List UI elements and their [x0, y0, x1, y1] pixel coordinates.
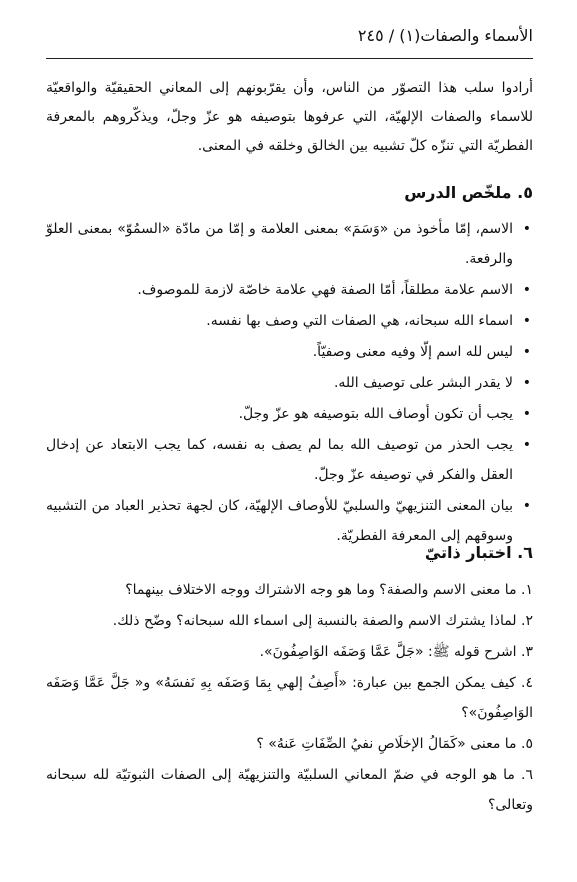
summary-item-text: اسماء الله سبحانه، هي الصفات التي وصف بها نفسه.: [206, 313, 513, 329]
summary-item-text: بيان المعنى التنزيهيّ والسلبيّ للأوصاف الإلهيّة، كان لجهة تحذير العباد من التشبيه وسوقهم إلى المعرفة الفطريّة.: [46, 498, 513, 544]
summary-item: [46, 491, 533, 551]
bullet-icon: •: [522, 221, 531, 237]
summary-item-text: الاسم، إمّا مأخوذ من «وَسَمَ» بمعنى العلامة و إمّا من مادّة «السمُوّ» بمعنى العلوّ والرفعة.: [46, 221, 513, 267]
question-item: ٢. لماذا يشترك الاسم والصفة بالنسبة إلى اسماء الله سبحانه؟ وضّح ذلك.: [112, 613, 533, 629]
summary-item: [46, 368, 533, 398]
question-item: ٥. ما معنى «كَمَالُ الإخلَاصِ نفيُ الصِّفَاتِ عَنهُ» ؟: [256, 736, 533, 752]
question-item: ٣. اشرح قوله ﷺ: «جَلَّ عَمَّا وَصَفَه الوَاصِفُونَ».: [259, 644, 533, 660]
bullet-icon: •: [522, 313, 531, 329]
self-test-list: [46, 575, 533, 821]
summary-item: [46, 430, 533, 490]
bullet-icon: •: [522, 344, 531, 360]
question-item: ٦. ما هو الوجه في ضمّ المعاني السلبيّة والتنزيهيّة إلى الصفات الثبوتيّة لله سبحانه وتعالى؟: [46, 767, 533, 813]
summary-item-text: يجب أن تكون أوصاف الله بتوصيفه هو عزّ وجلّ.: [238, 406, 513, 422]
bullet-icon: •: [522, 375, 531, 391]
summary-item: [46, 306, 533, 336]
question-item: ٤. كيف يمكن الجمع بين عبارة: «أَصِفُ إلهي بِمَا وَصَفَه بِهِ نَفسَهُ» و« جَلَّ عَمَّا وَصَفَه الوَاصِفُونَ»؟: [46, 675, 533, 721]
summary-item: [46, 399, 533, 429]
summary-item: [46, 337, 533, 367]
header-divider: [46, 58, 533, 59]
section-5-heading: ٥. ملخّص الدرس: [404, 183, 533, 202]
question-item: ١. ما معنى الاسم والصفة؟ وما هو وجه الاشتراك ووجه الاختلاف بينهما؟: [125, 582, 533, 598]
running-header: الأسماء والصفات(١) / ٢٤٥: [357, 26, 533, 45]
summary-item-text: لا يقدر البشر على توصيف الله.: [333, 375, 513, 391]
summary-item-text: ليس لله اسم إلّا وفيه معنى وصفيّاً.: [312, 344, 513, 360]
section-6-heading: ٦. اختبار ذاتيّ: [424, 543, 533, 562]
page: [46, 0, 533, 882]
summary-item-text: يجب الحذر من توصيف الله بما لم يصف به نفسه، كما يجب الابتعاد عن إدخال العقل والفكر في توصيفه عزّ وجلّ.: [46, 437, 513, 483]
summary-item: [46, 214, 533, 274]
summary-list: [46, 214, 533, 552]
summary-item: [46, 275, 533, 305]
bullet-icon: •: [522, 437, 531, 453]
bullet-icon: •: [522, 498, 531, 514]
intro-paragraph: أرادوا سلب هذا التصوّر من الناس، وأن يقرّبونهم إلى المعاني الحقيقيّة والواقعيّة للاسماء والصفات الإلهيّة، التي عرفوها بتوصيفه هو عزّ وجلّ، ويذكّروهم بالمعرفة الفطريّة التي تنزّه كلّ تشبيه بين الخالق وخلقه في المعنى.: [46, 80, 533, 154]
summary-item-text: الاسم علامة مطلقاً، أمّا الصفة فهي علامة خاصّة لازمة للموصوف.: [137, 282, 513, 298]
bullet-icon: •: [522, 282, 531, 298]
bullet-icon: •: [522, 406, 531, 422]
